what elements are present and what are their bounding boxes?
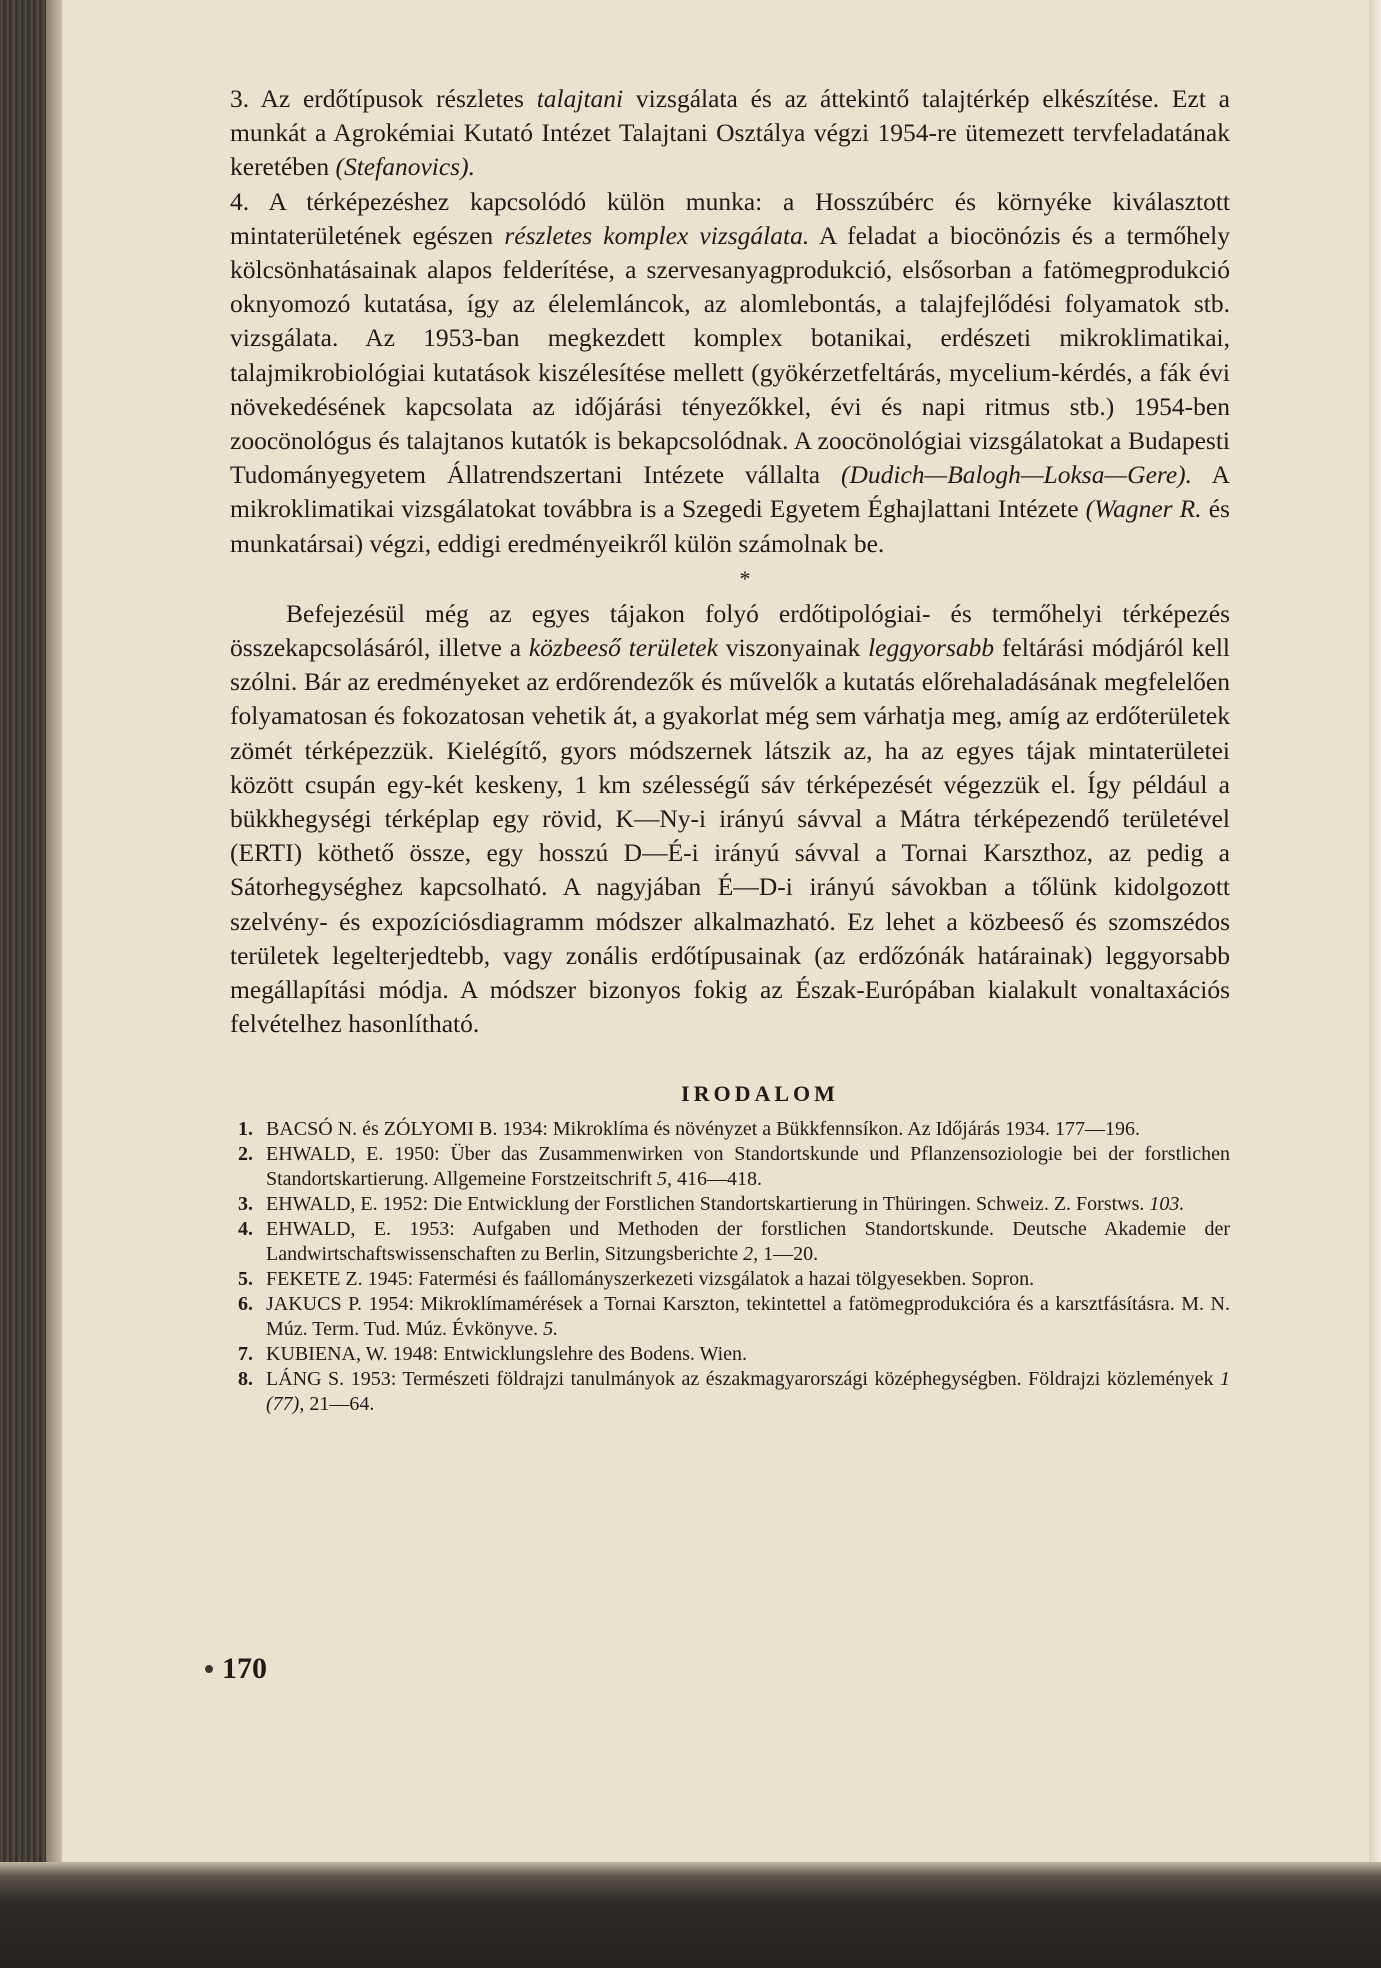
italic-span: talajtani bbox=[536, 84, 624, 113]
reference-number: 8. bbox=[238, 1368, 253, 1391]
italic-span: leggyorsabb bbox=[868, 633, 995, 663]
italic-span: 5, bbox=[657, 1168, 673, 1191]
reference-text: EHWALD, E. 1950: Über das Zusammenwirken von Standortskunde und Pflanzensoziologie bei der forstlichen Standortskartierung. Allgemeine Forstzeitschrift 5, 416—418. bbox=[266, 1143, 1230, 1191]
italic-span: (Wagner R. bbox=[1085, 494, 1202, 524]
body-text bbox=[230, 82, 1230, 1041]
book-binding bbox=[0, 0, 46, 1968]
paragraph-4-complex-study: 4. A térképezéshez kapcsolódó külön munka: a Hosszúbérc és környéke kiválasztott mintaterületének egészen részletes komplex vizsgálata. A feladat a biocönózis és a termőhely kölcsönhatásainak alapos felderítése, a szervesanyagprodukció, elsősorban a fatömegprodukció oknyomozó kutatása, így az élelemláncok, az alomlebontás, a talajfejlődési folyamatok stb. vizsgálata. Az 1953-ban megkezdett komplex botanikai, erdészeti mikroklimatikai, talajmikrobiológiai kutatások kiszélesítése mellett (gyökérzetfeltárás, mycelium-kérdés, a fák évi növekedésének kapcsolata az időjárási tényezőkkel, évi és napi ritmus stb.) 1954-ben zoocönológus és talajtanos kutatók is bekapcsolódnak. A zoocönológiai vizsgálatokat a Budapesti Tudományegyetem Állatrendszertani Intézete vállalta (Dudich—Balogh—Loksa—Gere). A mikroklimatikai vizsgálatokat továbbra is a Szegedi Egyetem Éghajlattani Intézete (Wagner R. és munkatársai) végzi, eddigi eredményeikről külön számolnak be. bbox=[230, 186, 1230, 558]
reference-item bbox=[230, 1267, 1230, 1292]
italic-span: közbeeső területek bbox=[528, 633, 718, 663]
reference-item bbox=[230, 1292, 1230, 1342]
reference-number: 4. bbox=[238, 1218, 253, 1241]
book-bottom-edge bbox=[0, 1862, 1381, 1968]
page-number: 170 bbox=[222, 1652, 267, 1685]
references-heading: IRODALOM bbox=[681, 1081, 839, 1107]
reference-item bbox=[230, 1367, 1230, 1417]
reference-number: 2. bbox=[238, 1143, 253, 1166]
italic-span: (Dudich—Balogh—Loksa—Gere). bbox=[840, 460, 1193, 490]
italic-span: részletes komplex vizsgálata. bbox=[504, 220, 810, 250]
reference-text: JAKUCS P. 1954: Mikroklímamérések a Tornai Karszton, tekintettel a fatömegprodukcióra és a karsztfásításra. M. N. Múz. Term. Tud. Múz. Évkönyve. 5. bbox=[266, 1293, 1230, 1341]
italic-span: 5. bbox=[543, 1318, 559, 1341]
italic-span: (Stefanovics). bbox=[335, 152, 475, 182]
italic-span: 1 (77), bbox=[266, 1368, 1230, 1416]
page-content bbox=[230, 82, 1230, 1417]
section-separator: * bbox=[739, 565, 751, 591]
paragraph-3-soil-survey: 3. Az erdőtípusok részletes talajtani vizsgálata és az áttekintő talajtérkép elkészítése. Ezt a munkát a Agrokémiai Kutató Intézet Talajtani Osztálya végzi 1954-re ütemezett tervfeladatának keretében (Stefanovics). bbox=[230, 84, 1230, 182]
reference-item bbox=[230, 1342, 1230, 1367]
page-edge-left bbox=[46, 0, 62, 1968]
paragraph-conclusion: Befejezésül még az egyes tájakon folyó erdőtipológiai- és termőhelyi térképezés összekapcsolásáról, illetve a közbeeső területek viszonyainak leggyorsabb feltárási módjáról kell szólni. Bár az eredményeket az erdőrendezők és művelők a kutatás előrehaladásának megfelelően folyamatosan és fokozatosan vehetik át, a gyakorlat még sem várhatja meg, amíg az erdőterületek zömét térképezzük. Kielégítő, gyors módszernek látszik az, ha az egyes tájak mintaterületei között csupán egy-két keskeny, 1 km szélességű sáv térképezését végezzük el. Így például a bükkhegységi térképlap egy rövid, K—Ny-i irányú sávval a Mátra térképezendő területével (ERTI) köthető össze, egy hosszú D—É-i irányú sávval a Tornai Karszthoz, az pedig a Sátorhegységhez kapcsolható. A nagyjában É—D-i irányú sávokban a tőlünk kidolgozott szelvény- és expozíciósdiagramm módszer alkalmazható. Ez lehet a közbeeső és szomszédos területek legelterjedtebb, vagy zonális erdőtípusainak (az erdőzónák határainak) leggyorsabb megállapítási módja. A módszer bizonyos fokig az Észak-Európában kialakult vonaltaxációs felvételhez hasonlítható. bbox=[230, 598, 1230, 1039]
reference-item bbox=[230, 1192, 1230, 1217]
reference-text: EHWALD, E. 1953: Aufgaben und Methoden der forstlichen Standortskunde. Deutsche Akademie der Landwirtschaftswissenschaften zu Berlin, Sitzungsberichte 2, 1—20. bbox=[266, 1218, 1230, 1266]
reference-text: EHWALD, E. 1952: Die Entwicklung der Forstlichen Standortskartierung in Thüringen. Schweiz. Z. Forstws. 103. bbox=[266, 1193, 1185, 1216]
reference-item bbox=[230, 1142, 1230, 1192]
reference-number: 1. bbox=[238, 1118, 253, 1141]
italic-span: 103. bbox=[1149, 1193, 1185, 1216]
reference-text: BACSÓ N. és ZÓLYOMI B. 1934: Mikroklíma és növényzet a Bükkfennsíkon. Az Időjárás 1934. 177—196. bbox=[266, 1118, 1141, 1141]
reference-number: 5. bbox=[238, 1268, 253, 1291]
margin-mark bbox=[205, 1665, 213, 1673]
page-edge-right bbox=[1369, 0, 1381, 1968]
reference-text: KUBIENA, W. 1948: Entwicklungslehre des Bodens. Wien. bbox=[266, 1343, 747, 1366]
reference-number: 7. bbox=[238, 1343, 253, 1366]
reference-number: 6. bbox=[238, 1293, 253, 1316]
reference-text: FEKETE Z. 1945: Fatermési és faállományszerkezeti vizsgálatok a hazai tölgyesekben. Sopron. bbox=[266, 1268, 1035, 1291]
references-list bbox=[230, 1117, 1230, 1417]
reference-number: 3. bbox=[238, 1193, 253, 1216]
reference-item bbox=[230, 1217, 1230, 1267]
reference-item bbox=[230, 1117, 1230, 1142]
reference-text: LÁNG S. 1953: Természeti földrajzi tanulmányok az északmagyarországi középhegységben. Földrajzi közlemények 1 (77), 21—64. bbox=[266, 1368, 1230, 1416]
italic-span: 2, bbox=[743, 1243, 759, 1266]
